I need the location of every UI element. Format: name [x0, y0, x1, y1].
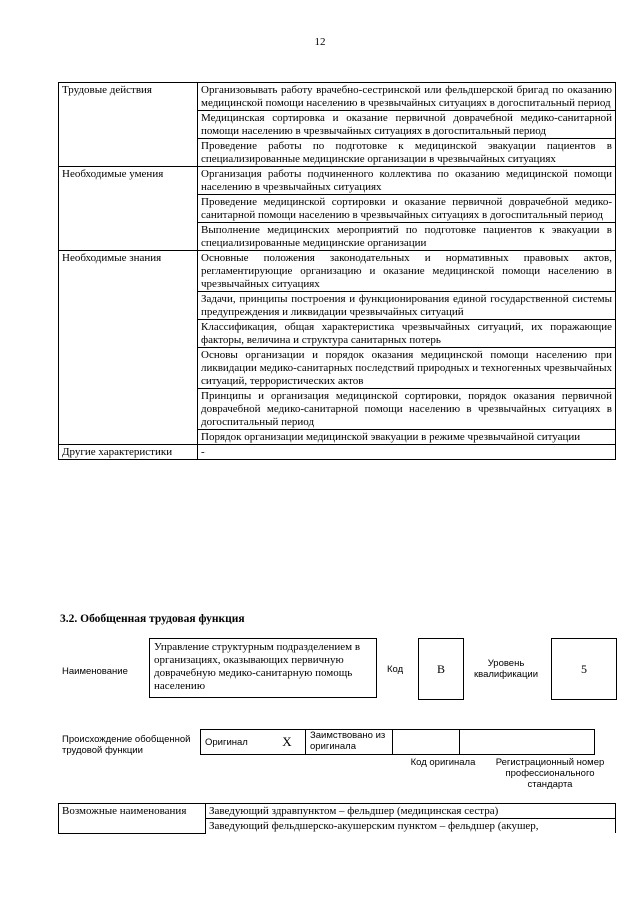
borrowed-label: Заимствовано из оригинала	[306, 730, 393, 755]
level-value: 5	[551, 638, 617, 700]
reg-number-label: Регистрационный номер профессионального стандарта	[495, 757, 605, 790]
naming-value: Управление структурным подразделением в организациях, оказывающих первичную доврачебную медико-санитарную помощь населению	[149, 638, 377, 698]
row-item: Основные положения законодательных и нормативных правовых актов, регламентирующие организацию и оказание медицинской помощи населению в чрезвычайных ситуациях	[198, 251, 616, 292]
row-label: Трудовые действия	[59, 83, 198, 167]
page-number: 12	[314, 36, 326, 48]
origin-label: Происхождение обобщенной трудовой функции	[62, 734, 191, 756]
original-label: Оригинал	[201, 730, 270, 755]
table-row	[59, 167, 616, 195]
orig-code-label: Код оригинала	[410, 757, 476, 768]
table-row	[59, 251, 616, 292]
row-item: Принципы и организация медицинской сортировки, порядок оказания первичной доврачебной медико-санитарной помощи населению в чрезвычайных ситуациях в догоспитальный период	[198, 389, 616, 430]
section-title: 3.2. Обобщенная трудовая функция	[60, 613, 245, 625]
orig-code-cell	[393, 730, 460, 755]
possible-item: Заведующий здравпунктом – фельдшер (медицинская сестра)	[206, 804, 616, 819]
naming-label: Наименование	[62, 666, 128, 677]
row-item: Порядок организации медицинской эвакуации в режиме чрезвычайной ситуации	[198, 430, 616, 445]
row-label: Другие характеристики	[59, 445, 198, 460]
possible-label: Возможные наименования	[59, 804, 206, 834]
labor-function-table	[58, 82, 616, 460]
row-item: Проведение работы по подготовке к медицинской эвакуации пациентов в специализированные медицинские организации в чрезвычайных ситуациях	[198, 139, 616, 167]
row-item: Медицинская сортировка и оказание первичной доврачебной медико-санитарной помощи населению в чрезвычайных ситуациях в догоспитальный период	[198, 111, 616, 139]
possible-names-table	[58, 803, 616, 834]
origin-table	[200, 729, 595, 755]
table-row	[59, 445, 616, 460]
row-item: -	[198, 445, 616, 460]
table-row	[59, 804, 616, 819]
row-item: Организация работы подчиненного коллектива по оказанию медицинской помощи населению в чрезвычайных ситуациях	[198, 167, 616, 195]
row-item: Выполнение медицинских мероприятий по подготовке пациентов к эвакуации в специализированные медицинские организации	[198, 223, 616, 251]
table-row	[59, 83, 616, 111]
code-value: B	[418, 638, 464, 700]
row-label: Необходимые знания	[59, 251, 198, 445]
possible-item: Заведующий фельдшерско-акушерским пунктом – фельдшер (акушер,	[206, 819, 616, 834]
row-item: Задачи, принципы построения и функционирования единой государственной системы предупреждения и ликвидации чрезвычайных ситуаций	[198, 292, 616, 320]
level-label: Уровень квалификации	[473, 658, 539, 680]
row-item: Организовывать работу врачебно-сестринской или фельдшерской бригад по оказанию медицинской помощи населению в чрезвычайных ситуациях в догоспитальный период	[198, 83, 616, 111]
row-item: Основы организации и порядок оказания медицинской помощи населению при ликвидации медико-санитарных последствий природных и техногенных чрезвычайных ситуаций, террористических актов	[198, 348, 616, 389]
code-label: Код	[387, 664, 404, 675]
row-item: Классификация, общая характеристика чрезвычайных ситуаций, их поражающие факторы, величина и структура санитарных потерь	[198, 320, 616, 348]
row-label: Необходимые умения	[59, 167, 198, 251]
table-row	[201, 730, 595, 755]
original-mark: X	[269, 730, 306, 755]
reg-number-cell	[460, 730, 595, 755]
row-item: Проведение медицинской сортировки и оказание первичной доврачебной медико-санитарной помощи населению в чрезвычайных ситуациях в догоспитальный период	[198, 195, 616, 223]
